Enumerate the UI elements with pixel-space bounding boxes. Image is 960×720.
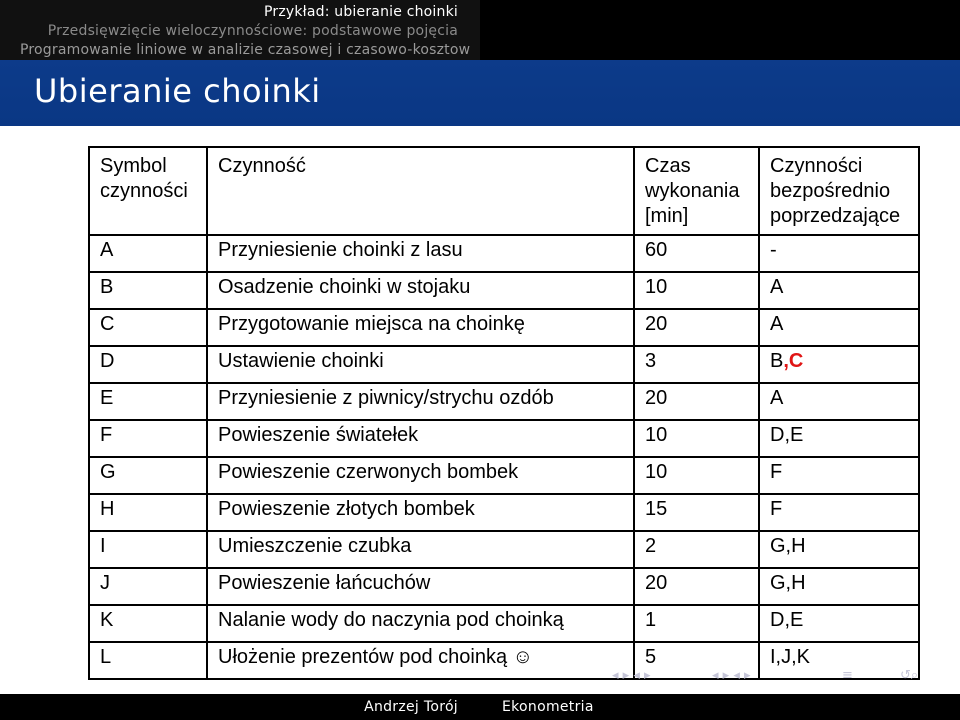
cell-time-text: 10 [645,276,668,298]
cell-time-text: 60 [645,239,668,261]
cell-time-text: 20 [645,313,668,335]
header-pred-line1: Czynności [770,155,863,177]
cell-symbol-text: A [100,239,114,261]
table-row [89,605,919,642]
header-chapter[interactable]: Programowanie liniowe w analizie czasowej i czasowo-kosztow [20,42,471,58]
cell-predecessors [759,605,919,642]
table-row [89,235,919,272]
cell-activity [207,383,634,420]
cell-time [634,531,759,568]
cell-activity [207,420,634,457]
cell-time [634,309,759,346]
footer-title[interactable]: Ekonometria [502,699,594,715]
cell-symbol-text: D [100,350,115,372]
cell-time [634,494,759,531]
cell-symbol [89,494,207,531]
cell-time-text: 20 [645,572,668,594]
cell-time-text: 10 [645,461,668,483]
cell-activity-text: Powieszenie czerwonych bombek [218,461,519,483]
header-left-panel [0,0,480,60]
table-row [89,457,919,494]
header-pred-line3: poprzedzające [770,205,901,227]
cell-symbol [89,605,207,642]
cell-predecessors-text: I,J,K [770,646,811,668]
header-symbol [89,147,207,235]
cell-predecessors-text: F [770,498,783,520]
table-row [89,642,919,679]
header-symbol-line2: czynności [100,180,188,202]
cell-symbol-text: L [100,646,112,668]
cell-activity-text: Ustawienie choinki [218,350,384,372]
header-predecessors [759,147,919,235]
cell-predecessors [759,346,919,383]
cell-activity [207,568,634,605]
cell-predecessors [759,494,919,531]
header-section[interactable]: Przykład: ubieranie choinki [263,4,458,20]
header-time-line2: wykonania [645,180,740,202]
cell-time [634,420,759,457]
cell-time-text: 15 [645,498,668,520]
cell-activity-text: Osadzenie choinki w stojaku [218,276,471,298]
beamer-nav-section-icons[interactable]: ◂ ▸ ◂ ▸ [712,668,751,683]
cell-predecessors-text: - [770,239,777,261]
cell-symbol-text: H [100,498,115,520]
cell-activity-text: Powieszenie złotych bombek [218,498,475,520]
cell-symbol [89,309,207,346]
cell-predecessors [759,642,919,679]
cell-predecessors-text: B [770,350,784,372]
cell-predecessors [759,420,919,457]
cell-activity-text: Nalanie wody do naczynia pod choinką [218,609,564,631]
cell-predecessors [759,309,919,346]
cell-activity-text: Ułożenie prezentów pod choinką ☺ [218,646,534,668]
cell-predecessors-text: G,H [770,535,806,557]
cell-time-text: 2 [645,535,657,557]
cell-time-text: 20 [645,387,668,409]
cell-activity [207,235,634,272]
cell-symbol [89,642,207,679]
cell-activity-text: Przyniesienie choinki z lasu [218,239,463,261]
frame-title: Ubieranie choinki [34,72,321,110]
header-subsection[interactable]: Przedsięwzięcie wieloczynnościowe: podstawowe pojęcia [47,23,458,39]
cell-symbol-text: C [100,313,115,335]
cell-predecessors [759,383,919,420]
cell-predecessors [759,531,919,568]
cell-predecessors-text: G,H [770,572,806,594]
cell-time [634,346,759,383]
cell-predecessors [759,272,919,309]
cell-predecessors-text: A [770,276,784,298]
header-time-line1: Czas [645,155,691,177]
cell-predecessors-text: D,E [770,609,804,631]
cell-symbol [89,568,207,605]
table-header-row [89,147,919,235]
table-row [89,494,919,531]
table-row [89,420,919,457]
annotation-mark: ,C [783,350,804,372]
cell-symbol [89,272,207,309]
cell-time-text: 10 [645,424,668,446]
cell-symbol [89,531,207,568]
cell-time-text: 5 [645,646,657,668]
footer-author[interactable]: Andrzej Torój [364,699,458,715]
table-row [89,309,919,346]
header-right-panel [480,0,960,60]
cell-symbol-text: B [100,276,114,298]
cell-symbol [89,457,207,494]
cell-activity [207,642,634,679]
header-pred-line2: bezpośrednio [770,180,891,202]
table-row [89,568,919,605]
cell-activity [207,494,634,531]
cell-time [634,568,759,605]
cell-activity [207,531,634,568]
cell-activity-text: Przygotowanie miejsca na choinkę [218,313,525,335]
beamer-nav-align-icon[interactable]: ≡ [842,668,853,683]
cell-time [634,383,759,420]
table-row [89,346,919,383]
header-symbol-line1: Symbol [100,155,167,177]
cell-time [634,457,759,494]
cell-predecessors [759,457,919,494]
cell-symbol [89,346,207,383]
cell-activity [207,457,634,494]
cell-time-text: 3 [645,350,657,372]
cell-symbol-text: J [100,572,110,594]
table-row [89,272,919,309]
cell-predecessors-text: F [770,461,783,483]
header-time-line3: [min] [645,205,689,227]
cell-activity-text: Powieszenie łańcuchów [218,572,431,594]
cell-activity-text: Umieszczenie czubka [218,535,412,557]
cell-symbol [89,383,207,420]
cell-activity-text: Powieszenie światełek [218,424,419,446]
cell-symbol-text: F [100,424,113,446]
cell-time [634,235,759,272]
cell-predecessors [759,568,919,605]
cell-predecessors [759,235,919,272]
header-activity: Czynność [207,147,634,235]
cell-symbol-text: G [100,461,116,483]
cell-symbol-text: I [100,535,106,557]
cell-predecessors-text: D,E [770,424,804,446]
cell-time-text: 1 [645,609,657,631]
table-row [89,383,919,420]
cell-activity [207,309,634,346]
header-time [634,147,759,235]
table-row [89,531,919,568]
beamer-nav-frame-icons[interactable]: ◂ ▸ ◂ ▸ [612,668,651,683]
cell-activity [207,605,634,642]
cell-symbol [89,420,207,457]
cell-symbol-text: K [100,609,114,631]
beamer-nav-search-icon[interactable]: ↺⌕ [900,668,919,683]
cell-time [634,272,759,309]
activity-table [88,146,920,680]
cell-activity [207,272,634,309]
cell-activity-text: Przyniesienie z piwnicy/strychu ozdób [218,387,554,409]
cell-time [634,605,759,642]
cell-predecessors-text: A [770,313,784,335]
cell-symbol-text: E [100,387,114,409]
cell-predecessors-text: A [770,387,784,409]
cell-activity [207,346,634,383]
cell-symbol [89,235,207,272]
